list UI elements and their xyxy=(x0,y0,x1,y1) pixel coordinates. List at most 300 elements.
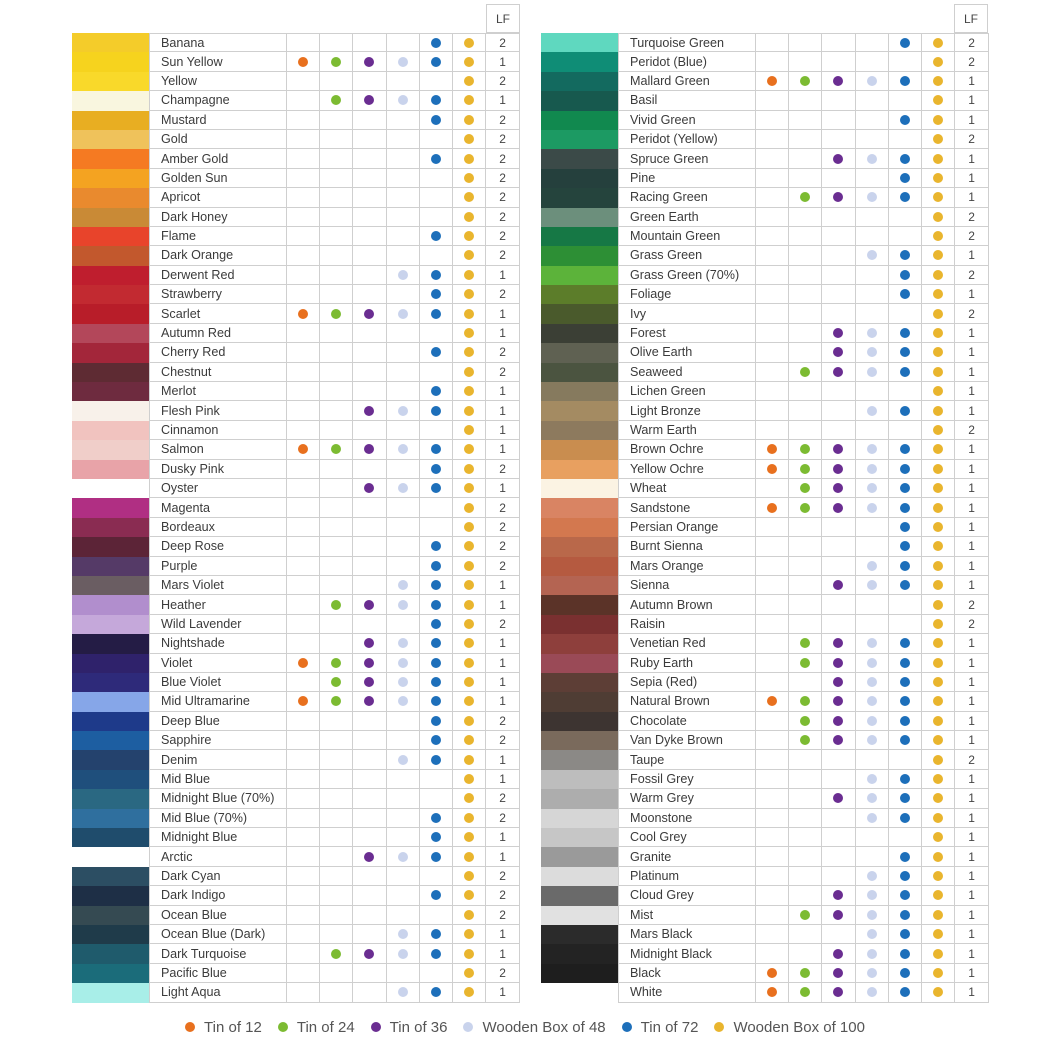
availability-cell-t72 xyxy=(889,188,922,207)
color-swatch xyxy=(541,149,618,168)
color-swatch xyxy=(541,246,618,265)
availability-dot-icon xyxy=(900,192,910,202)
availability-cell-t12 xyxy=(287,673,320,692)
color-swatch xyxy=(541,498,618,517)
availability-cell-w48 xyxy=(387,149,420,168)
availability-cell-t36 xyxy=(822,33,855,52)
color-swatch xyxy=(541,227,618,246)
availability-cell-t12 xyxy=(756,847,789,866)
availability-cell-t36 xyxy=(353,983,386,1002)
availability-dot-icon xyxy=(364,309,374,319)
availability-cell-w48 xyxy=(856,712,889,731)
color-name: Champagne xyxy=(149,91,287,110)
availability-cell-t72 xyxy=(889,557,922,576)
availability-cell-w48 xyxy=(856,750,889,769)
availability-cell-t36 xyxy=(353,363,386,382)
color-row xyxy=(541,615,989,634)
availability-cell-t36 xyxy=(822,149,855,168)
availability-dot-icon xyxy=(800,444,810,454)
color-swatch xyxy=(72,906,149,925)
color-swatch xyxy=(72,692,149,711)
availability-cell-t24 xyxy=(320,285,353,304)
availability-cell-w48 xyxy=(387,537,420,556)
availability-cell-t12 xyxy=(287,72,320,91)
lf-rating: 1 xyxy=(955,479,989,498)
availability-cell-t72 xyxy=(420,692,453,711)
availability-cell-w100 xyxy=(453,692,486,711)
lf-rating: 2 xyxy=(486,343,520,362)
availability-cell-t12 xyxy=(756,33,789,52)
availability-dot-icon xyxy=(933,38,943,48)
color-name: Oyster xyxy=(149,479,287,498)
availability-cell-t24 xyxy=(320,52,353,71)
availability-cell-t36 xyxy=(353,847,386,866)
availability-cell-t72 xyxy=(420,52,453,71)
legend-label: Tin of 12 xyxy=(204,1018,262,1036)
availability-cell-t12 xyxy=(287,983,320,1002)
color-row xyxy=(541,188,989,207)
availability-cell-w48 xyxy=(387,479,420,498)
availability-dot-icon xyxy=(900,522,910,532)
availability-cell-t12 xyxy=(287,498,320,517)
availability-cell-w100 xyxy=(453,91,486,110)
availability-cell-w100 xyxy=(453,285,486,304)
availability-dot-icon xyxy=(464,755,474,765)
color-swatch xyxy=(72,750,149,769)
availability-cell-t24 xyxy=(789,557,822,576)
availability-cell-t12 xyxy=(756,343,789,362)
lf-rating: 1 xyxy=(955,809,989,828)
availability-cell-w100 xyxy=(922,169,955,188)
availability-cell-w100 xyxy=(453,712,486,731)
color-swatch xyxy=(541,266,618,285)
availability-cell-w100 xyxy=(453,401,486,420)
color-row xyxy=(541,479,989,498)
availability-cell-t36 xyxy=(822,246,855,265)
availability-dot-icon xyxy=(833,793,843,803)
color-row xyxy=(72,944,520,963)
availability-cell-w48 xyxy=(856,615,889,634)
availability-cell-t12 xyxy=(756,208,789,227)
availability-cell-t72 xyxy=(420,188,453,207)
color-name: Cool Grey xyxy=(618,828,756,847)
color-row xyxy=(72,440,520,459)
color-swatch xyxy=(72,208,149,227)
availability-cell-t12 xyxy=(756,266,789,285)
availability-cell-t36 xyxy=(822,595,855,614)
color-row xyxy=(72,576,520,595)
availability-cell-w48 xyxy=(387,91,420,110)
availability-cell-t72 xyxy=(889,634,922,653)
lf-rating: 1 xyxy=(955,324,989,343)
availability-dot-icon xyxy=(464,483,474,493)
availability-cell-w100 xyxy=(922,983,955,1002)
lf-rating: 1 xyxy=(955,460,989,479)
color-swatch xyxy=(72,460,149,479)
availability-cell-t12 xyxy=(287,208,320,227)
availability-dot-icon xyxy=(464,793,474,803)
color-swatch xyxy=(72,421,149,440)
color-row xyxy=(541,634,989,653)
color-row xyxy=(541,266,989,285)
availability-cell-t72 xyxy=(889,828,922,847)
color-row xyxy=(72,324,520,343)
color-row xyxy=(541,285,989,304)
availability-dot-icon xyxy=(364,677,374,687)
availability-cell-w48 xyxy=(856,828,889,847)
color-row xyxy=(72,867,520,886)
color-swatch xyxy=(72,304,149,323)
availability-cell-w48 xyxy=(387,692,420,711)
availability-cell-w100 xyxy=(453,188,486,207)
availability-cell-t12 xyxy=(287,944,320,963)
availability-cell-t24 xyxy=(320,266,353,285)
color-row xyxy=(72,52,520,71)
lf-rating: 1 xyxy=(955,789,989,808)
lf-rating: 1 xyxy=(486,479,520,498)
availability-cell-w100 xyxy=(453,111,486,130)
color-name: Yellow xyxy=(149,72,287,91)
availability-cell-t24 xyxy=(320,712,353,731)
availability-cell-w100 xyxy=(922,285,955,304)
availability-cell-t72 xyxy=(420,440,453,459)
availability-cell-t72 xyxy=(889,537,922,556)
availability-cell-t12 xyxy=(756,401,789,420)
availability-dot-icon xyxy=(867,774,877,784)
availability-cell-t24 xyxy=(789,692,822,711)
lf-column-header: LF xyxy=(954,4,988,33)
color-row xyxy=(72,188,520,207)
color-swatch xyxy=(541,537,618,556)
color-swatch xyxy=(72,944,149,963)
availability-dot-icon xyxy=(431,755,441,765)
availability-cell-t36 xyxy=(822,673,855,692)
availability-cell-t12 xyxy=(287,518,320,537)
availability-cell-t12 xyxy=(756,91,789,110)
color-swatch xyxy=(72,964,149,983)
color-name: Wild Lavender xyxy=(149,615,287,634)
availability-dot-icon xyxy=(431,38,441,48)
availability-cell-w100 xyxy=(922,91,955,110)
color-row xyxy=(72,130,520,149)
availability-cell-t72 xyxy=(889,479,922,498)
availability-cell-t24 xyxy=(320,343,353,362)
availability-cell-t72 xyxy=(889,246,922,265)
availability-dot-icon xyxy=(431,735,441,745)
availability-cell-w100 xyxy=(453,983,486,1002)
availability-cell-t12 xyxy=(287,382,320,401)
availability-cell-w48 xyxy=(387,363,420,382)
color-name: Deep Rose xyxy=(149,537,287,556)
availability-dot-icon xyxy=(933,871,943,881)
lf-rating: 2 xyxy=(955,750,989,769)
availability-cell-w48 xyxy=(387,169,420,188)
availability-cell-w100 xyxy=(922,208,955,227)
color-name: Mars Black xyxy=(618,925,756,944)
availability-dot-icon xyxy=(933,270,943,280)
color-row xyxy=(541,809,989,828)
availability-cell-t24 xyxy=(789,634,822,653)
availability-cell-w100 xyxy=(453,382,486,401)
availability-cell-t24 xyxy=(789,324,822,343)
color-name: Sandstone xyxy=(618,498,756,517)
lf-rating: 2 xyxy=(486,712,520,731)
availability-cell-t12 xyxy=(287,149,320,168)
legend-dot-icon xyxy=(371,1022,381,1032)
color-name: Autumn Brown xyxy=(618,595,756,614)
lf-rating: 1 xyxy=(955,731,989,750)
availability-dot-icon xyxy=(464,134,474,144)
availability-dot-icon xyxy=(867,464,877,474)
availability-dot-icon xyxy=(398,270,408,280)
color-name: Peridot (Blue) xyxy=(618,52,756,71)
availability-cell-t72 xyxy=(420,789,453,808)
availability-dot-icon xyxy=(398,852,408,862)
availability-dot-icon xyxy=(867,658,877,668)
availability-cell-w100 xyxy=(453,304,486,323)
availability-dot-icon xyxy=(933,987,943,997)
availability-cell-t12 xyxy=(287,847,320,866)
availability-cell-w100 xyxy=(922,52,955,71)
availability-cell-w100 xyxy=(922,149,955,168)
availability-dot-icon xyxy=(464,386,474,396)
availability-cell-t24 xyxy=(320,401,353,420)
color-row xyxy=(72,479,520,498)
availability-dot-icon xyxy=(800,987,810,997)
color-row xyxy=(541,460,989,479)
color-row xyxy=(541,518,989,537)
color-name: Heather xyxy=(149,595,287,614)
color-swatch xyxy=(72,188,149,207)
availability-dot-icon xyxy=(464,38,474,48)
availability-cell-w48 xyxy=(856,72,889,91)
availability-cell-t24 xyxy=(320,615,353,634)
availability-cell-t12 xyxy=(756,595,789,614)
color-swatch xyxy=(541,944,618,963)
availability-cell-w48 xyxy=(387,906,420,925)
lf-rating: 1 xyxy=(486,440,520,459)
availability-cell-t24 xyxy=(320,518,353,537)
availability-cell-t12 xyxy=(756,227,789,246)
availability-cell-w48 xyxy=(856,382,889,401)
availability-cell-t72 xyxy=(420,615,453,634)
availability-cell-t24 xyxy=(320,111,353,130)
availability-dot-icon xyxy=(900,890,910,900)
availability-cell-t12 xyxy=(287,304,320,323)
color-swatch xyxy=(72,867,149,886)
availability-cell-w48 xyxy=(856,285,889,304)
color-name: Dark Indigo xyxy=(149,886,287,905)
availability-cell-t36 xyxy=(353,576,386,595)
availability-cell-w100 xyxy=(922,634,955,653)
availability-dot-icon xyxy=(298,696,308,706)
availability-cell-t36 xyxy=(353,770,386,789)
availability-dot-icon xyxy=(867,503,877,513)
availability-dot-icon xyxy=(431,696,441,706)
availability-dot-icon xyxy=(833,503,843,513)
color-swatch xyxy=(72,537,149,556)
color-swatch xyxy=(72,770,149,789)
availability-cell-w48 xyxy=(856,867,889,886)
availability-dot-icon xyxy=(464,735,474,745)
availability-cell-t12 xyxy=(287,634,320,653)
availability-cell-t72 xyxy=(420,91,453,110)
lf-rating: 2 xyxy=(955,266,989,285)
availability-cell-t72 xyxy=(420,731,453,750)
color-swatch xyxy=(541,809,618,828)
availability-cell-t72 xyxy=(420,401,453,420)
availability-cell-w100 xyxy=(453,731,486,750)
availability-cell-t36 xyxy=(822,789,855,808)
availability-cell-t24 xyxy=(320,421,353,440)
availability-dot-icon xyxy=(900,154,910,164)
availability-dot-icon xyxy=(364,696,374,706)
color-row xyxy=(541,304,989,323)
availability-dot-icon xyxy=(933,735,943,745)
availability-cell-t36 xyxy=(822,72,855,91)
availability-dot-icon xyxy=(900,813,910,823)
availability-cell-t36 xyxy=(353,518,386,537)
availability-cell-w100 xyxy=(922,964,955,983)
lf-rating: 1 xyxy=(955,906,989,925)
availability-cell-w48 xyxy=(856,33,889,52)
lf-rating: 1 xyxy=(955,634,989,653)
availability-dot-icon xyxy=(800,968,810,978)
color-row xyxy=(541,208,989,227)
availability-cell-t24 xyxy=(789,964,822,983)
color-swatch xyxy=(541,130,618,149)
color-row xyxy=(541,149,989,168)
availability-cell-t36 xyxy=(822,188,855,207)
availability-dot-icon xyxy=(464,716,474,726)
color-row xyxy=(541,169,989,188)
availability-cell-t36 xyxy=(353,130,386,149)
legend-dot-icon xyxy=(463,1022,473,1032)
availability-cell-w48 xyxy=(856,149,889,168)
legend-label: Wooden Box of 48 xyxy=(482,1018,606,1036)
color-swatch xyxy=(541,440,618,459)
availability-dot-icon xyxy=(833,890,843,900)
availability-dot-icon xyxy=(933,600,943,610)
lf-rating: 1 xyxy=(955,285,989,304)
availability-cell-t36 xyxy=(353,246,386,265)
legend-label: Tin of 24 xyxy=(296,1018,355,1036)
availability-cell-t24 xyxy=(789,498,822,517)
availability-cell-t24 xyxy=(789,72,822,91)
availability-cell-t72 xyxy=(420,304,453,323)
availability-cell-t12 xyxy=(756,169,789,188)
color-swatch xyxy=(541,576,618,595)
availability-cell-t36 xyxy=(353,91,386,110)
availability-cell-t24 xyxy=(320,595,353,614)
availability-cell-t12 xyxy=(287,576,320,595)
lf-rating: 2 xyxy=(486,537,520,556)
availability-dot-icon xyxy=(464,154,474,164)
availability-cell-w48 xyxy=(856,498,889,517)
color-name: Mustard xyxy=(149,111,287,130)
lf-rating: 1 xyxy=(486,847,520,866)
availability-dot-icon xyxy=(331,658,341,668)
color-row xyxy=(72,692,520,711)
color-row xyxy=(541,595,989,614)
availability-dot-icon xyxy=(933,755,943,765)
lf-rating: 1 xyxy=(955,847,989,866)
color-swatch xyxy=(72,227,149,246)
availability-cell-t12 xyxy=(756,363,789,382)
availability-cell-t24 xyxy=(789,595,822,614)
color-swatch xyxy=(72,33,149,52)
availability-dot-icon xyxy=(364,658,374,668)
availability-cell-w100 xyxy=(453,479,486,498)
availability-cell-w48 xyxy=(856,983,889,1002)
color-row xyxy=(72,91,520,110)
availability-dot-icon xyxy=(464,541,474,551)
availability-dot-icon xyxy=(364,600,374,610)
lf-rating: 1 xyxy=(486,944,520,963)
color-row xyxy=(72,673,520,692)
color-row xyxy=(72,72,520,91)
availability-cell-w48 xyxy=(387,304,420,323)
color-name: Flame xyxy=(149,227,287,246)
availability-cell-t72 xyxy=(420,537,453,556)
color-name: Golden Sun xyxy=(149,169,287,188)
availability-dot-icon xyxy=(933,774,943,784)
availability-cell-w48 xyxy=(856,246,889,265)
lf-rating: 2 xyxy=(486,208,520,227)
availability-dot-icon xyxy=(398,677,408,687)
availability-cell-w100 xyxy=(453,576,486,595)
availability-cell-w100 xyxy=(922,460,955,479)
availability-dot-icon xyxy=(331,949,341,959)
color-name: Grass Green (70%) xyxy=(618,266,756,285)
availability-cell-w48 xyxy=(856,809,889,828)
color-name: Nightshade xyxy=(149,634,287,653)
availability-cell-t12 xyxy=(756,382,789,401)
availability-cell-t72 xyxy=(889,789,922,808)
color-name: Pine xyxy=(618,169,756,188)
availability-cell-t72 xyxy=(420,886,453,905)
availability-dot-icon xyxy=(867,987,877,997)
availability-dot-icon xyxy=(464,696,474,706)
availability-cell-t12 xyxy=(756,615,789,634)
availability-dot-icon xyxy=(933,289,943,299)
availability-dot-icon xyxy=(431,483,441,493)
availability-dot-icon xyxy=(431,95,441,105)
availability-dot-icon xyxy=(464,95,474,105)
availability-cell-w48 xyxy=(387,557,420,576)
availability-dot-icon xyxy=(431,638,441,648)
color-swatch xyxy=(72,52,149,71)
availability-cell-w48 xyxy=(856,188,889,207)
color-name: Sapphire xyxy=(149,731,287,750)
color-row xyxy=(541,557,989,576)
availability-cell-t24 xyxy=(789,673,822,692)
legend-label: Tin of 72 xyxy=(640,1018,699,1036)
color-name: Black xyxy=(618,964,756,983)
availability-cell-w100 xyxy=(922,401,955,420)
lf-rating: 1 xyxy=(486,382,520,401)
availability-cell-t36 xyxy=(353,634,386,653)
availability-dot-icon xyxy=(431,852,441,862)
availability-dot-icon xyxy=(867,968,877,978)
availability-dot-icon xyxy=(464,638,474,648)
availability-cell-w100 xyxy=(453,809,486,828)
availability-dot-icon xyxy=(767,987,777,997)
color-name: Dark Cyan xyxy=(149,867,287,886)
availability-cell-t72 xyxy=(420,712,453,731)
availability-dot-icon xyxy=(464,987,474,997)
availability-dot-icon xyxy=(933,76,943,86)
